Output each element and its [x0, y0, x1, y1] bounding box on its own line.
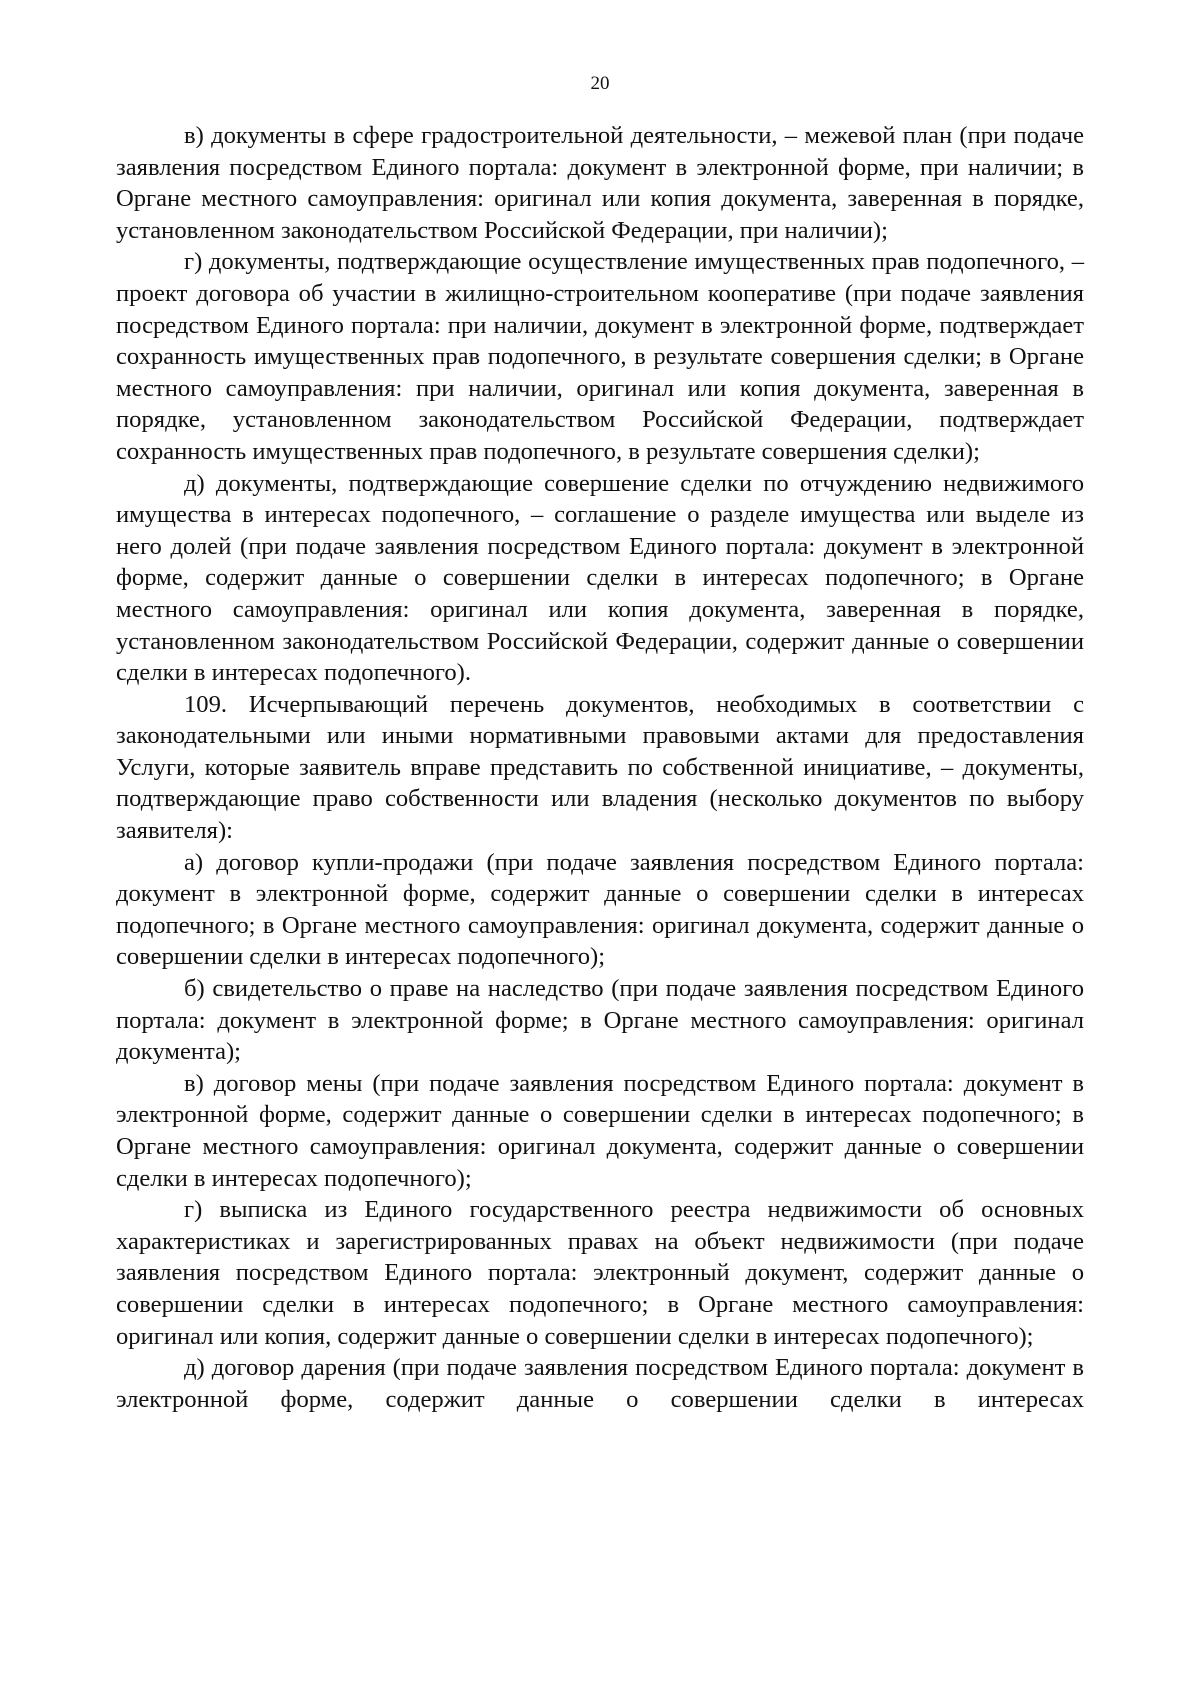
- paragraph-g-property-rights-docs: г) документы, подтверждающие осуществление имущественных прав подопечного, – проект договора об участии в жилищно-строительном кооперативе (при подаче заявления посредством Единого портала: при наличии, документ в электронной форме, подтверждает сохранность имущественных прав подопечного, в результате совершения сделки; в Органе местного самоуправления: при наличии, оригинал или копия документа, заверенная в порядке, установленном законодательством Российской Федерации, подтверждает сохранность имущественных прав подопечного, в результате совершения сделки);: [116, 248, 1084, 465]
- paragraph-d-gift-contract: д) договор дарения (при подаче заявления посредством Единого портала: документ в электронной форме, содержит данные о совершении сделки в интересах: [116, 1354, 1084, 1413]
- paragraph-v-exchange-contract: в) договор мены (при подаче заявления посредством Единого портала: документ в электронной форме, содержит данные о совершении сделки в интересах подопечного; в Органе местного самоуправления: оригинал документа, содержит данные о совершении сделки в интересах подопечного);: [116, 1069, 1084, 1192]
- document-body: [116, 120, 1084, 1415]
- paragraph-b-inheritance-certificate: б) свидетельство о праве на наследство (при подаче заявления посредством Единого портала: документ в электронной форме; в Органе местного самоуправления: оригинал документа);: [116, 975, 1084, 1066]
- paragraph-g-egrn-extract: г) выписка из Единого государственного реестра недвижимости об основных характеристиках и зарегистрированных правах на объект недвижимости (при подаче заявления посредством Единого портала: электронный документ, содержит данные о совершении сделки в интересах подопечного; в Органе местного самоуправления: оригинал или копия, содержит данные о совершении сделки в интересах подопечного);: [116, 1196, 1084, 1350]
- page-number: 20: [590, 73, 610, 94]
- paragraph-a-purchase-contract: а) договор купли-продажи (при подаче заявления посредством Единого портала: документ в электронной форме, содержит данные о совершении сделки в интересах подопечного; в Органе местного самоуправления: оригинал документа, содержит данные о совершении сделки в интересах подопечного);: [116, 848, 1084, 971]
- paragraph-109-exhaustive-list: 109. Исчерпывающий перечень документов, необходимых в соответствии с законодательными или иными нормативными правовыми актами для предоставления Услуги, которые заявитель вправе представить по собственной инициативе, – документы, подтверждающие право собственности или владения (несколько документов по выбору заявителя):: [116, 690, 1084, 845]
- paragraph-d-alienation-docs: д) документы, подтверждающие совершение сделки по отчуждению недвижимого имущества в интересах подопечного, – соглашение о разделе имущества или выделе из него долей (при подаче заявления посредством Единого портала: документ в электронной форме, содержит данные о совершении сделки в интересах подопечного; в Органе местного самоуправления: оригинал или копия документа, заверенная в порядке, установленном законодательством Российской Федерации, содержит данные о совершении сделки в интересах подопечного).: [116, 469, 1084, 687]
- paragraph-v-urban-planning-docs: в) документы в сфере градостроительной деятельности, – межевой план (при подаче заявления посредством Единого портала: документ в электронной форме, при наличии; в Органе местного самоуправления: оригинал или копия документа, заверенная в порядке, установленном законодательством Российской Федерации, при наличии);: [116, 122, 1084, 244]
